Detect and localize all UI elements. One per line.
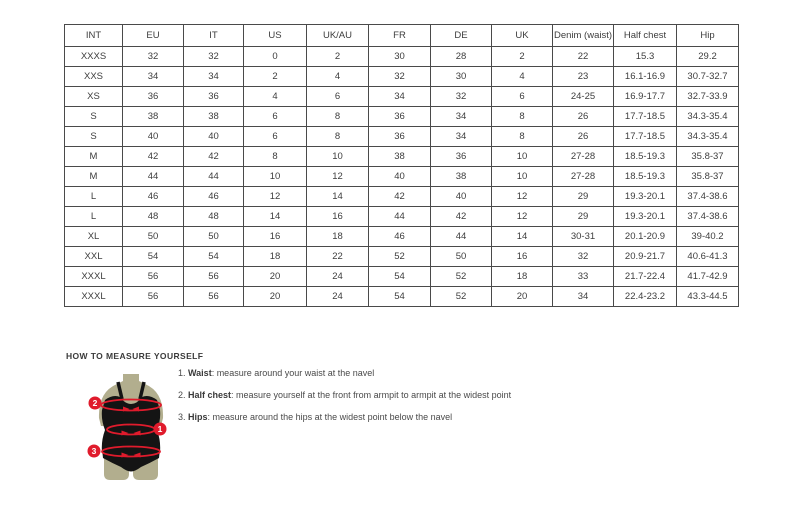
- measure-instruction-list: [178, 369, 511, 435]
- table-cell: 24: [307, 267, 369, 287]
- table-cell: 15.3: [614, 47, 677, 67]
- table-cell: 18.5-19.3: [614, 147, 677, 167]
- column-header: IT: [184, 25, 244, 47]
- column-header: Half chest: [614, 25, 677, 47]
- instruction-term: Waist: [188, 368, 212, 378]
- table-cell: 29: [553, 207, 614, 227]
- table-cell: 12: [307, 167, 369, 187]
- table-cell: 38: [431, 167, 492, 187]
- table-cell: 2: [307, 47, 369, 67]
- table-cell: 38: [184, 107, 244, 127]
- table-cell: 35.8-37: [677, 147, 739, 167]
- column-header: Denim (waist): [553, 25, 614, 47]
- table-cell: XS: [65, 87, 123, 107]
- table-cell: 18: [492, 267, 553, 287]
- table-cell: 38: [123, 107, 184, 127]
- table-cell: 54: [369, 287, 431, 307]
- table-cell: 6: [492, 87, 553, 107]
- measurement-figure: [75, 372, 195, 504]
- table-cell: 17.7-18.5: [614, 127, 677, 147]
- table-cell: 42: [123, 147, 184, 167]
- table-cell: 40: [123, 127, 184, 147]
- table-cell: 22: [553, 47, 614, 67]
- table-cell: 20: [244, 267, 307, 287]
- table-cell: 36: [369, 127, 431, 147]
- badge-2-number: 2: [92, 398, 98, 408]
- table-row: [65, 247, 739, 267]
- table-cell: 21.7-22.4: [614, 267, 677, 287]
- table-cell: S: [65, 107, 123, 127]
- table-cell: 44: [123, 167, 184, 187]
- table-cell: 44: [369, 207, 431, 227]
- table-cell: L: [65, 207, 123, 227]
- table-cell: 36: [123, 87, 184, 107]
- table-cell: 27-28: [553, 147, 614, 167]
- instruction-number: 1.: [178, 368, 189, 378]
- table-cell: 44: [431, 227, 492, 247]
- table-cell: 10: [307, 147, 369, 167]
- table-cell: 20.9-21.7: [614, 247, 677, 267]
- table-cell: 32: [369, 67, 431, 87]
- table-cell: 8: [307, 107, 369, 127]
- table-cell: 27-28: [553, 167, 614, 187]
- table-cell: 42: [431, 207, 492, 227]
- table-cell: 17.7-18.5: [614, 107, 677, 127]
- instruction-item: [178, 391, 511, 400]
- table-cell: 54: [184, 247, 244, 267]
- table-cell: 46: [184, 187, 244, 207]
- table-cell: 50: [184, 227, 244, 247]
- table-cell: 6: [244, 127, 307, 147]
- table-cell: 34: [431, 127, 492, 147]
- table-cell: 16.9-17.7: [614, 87, 677, 107]
- table-cell: 8: [492, 107, 553, 127]
- table-cell: 10: [244, 167, 307, 187]
- table-cell: 18: [307, 227, 369, 247]
- table-cell: 32: [184, 47, 244, 67]
- table-cell: 14: [492, 227, 553, 247]
- table-cell: 10: [492, 147, 553, 167]
- table-cell: 41.7-42.9: [677, 267, 739, 287]
- table-cell: S: [65, 127, 123, 147]
- table-cell: 38: [369, 147, 431, 167]
- instruction-text: : measure yourself at the front from armpit to armpit at the widest point: [231, 390, 512, 400]
- table-cell: 46: [369, 227, 431, 247]
- table-cell: 20: [492, 287, 553, 307]
- table-cell: 56: [123, 287, 184, 307]
- table-cell: 19.3-20.1: [614, 187, 677, 207]
- table-cell: 52: [431, 287, 492, 307]
- column-header: EU: [123, 25, 184, 47]
- column-header: US: [244, 25, 307, 47]
- table-cell: 18.5-19.3: [614, 167, 677, 187]
- table-row: [65, 67, 739, 87]
- table-cell: 36: [369, 107, 431, 127]
- table-row: [65, 207, 739, 227]
- table-cell: 40: [184, 127, 244, 147]
- table-cell: 34: [553, 287, 614, 307]
- table-cell: 4: [244, 87, 307, 107]
- table-cell: 32.7-33.9: [677, 87, 739, 107]
- table-cell: 30: [431, 67, 492, 87]
- table-cell: 12: [244, 187, 307, 207]
- table-row: [65, 167, 739, 187]
- table-row: [65, 127, 739, 147]
- table-cell: 12: [492, 187, 553, 207]
- table-cell: 26: [553, 107, 614, 127]
- table-cell: 22.4-23.2: [614, 287, 677, 307]
- table-cell: 12: [492, 207, 553, 227]
- table-cell: 34.3-35.4: [677, 127, 739, 147]
- instruction-number: 3.: [178, 412, 189, 422]
- table-cell: 44: [184, 167, 244, 187]
- table-cell: 46: [123, 187, 184, 207]
- table-cell: 2: [492, 47, 553, 67]
- column-header: UK: [492, 25, 553, 47]
- column-header: FR: [369, 25, 431, 47]
- table-cell: 34: [123, 67, 184, 87]
- badge-1-number: 1: [157, 424, 163, 434]
- table-cell: 6: [307, 87, 369, 107]
- table-cell: 20.1-20.9: [614, 227, 677, 247]
- badge-3-number: 3: [91, 446, 97, 456]
- table-cell: XL: [65, 227, 123, 247]
- table-cell: 14: [307, 187, 369, 207]
- table-cell: XXS: [65, 67, 123, 87]
- table-cell: 8: [244, 147, 307, 167]
- size-chart-table: [64, 24, 739, 307]
- table-cell: 26: [553, 127, 614, 147]
- column-header: UK/AU: [307, 25, 369, 47]
- table-cell: 39-40.2: [677, 227, 739, 247]
- table-cell: 14: [244, 207, 307, 227]
- table-row: [65, 47, 739, 67]
- table-cell: 56: [184, 267, 244, 287]
- table-cell: 50: [431, 247, 492, 267]
- table-cell: 20: [244, 287, 307, 307]
- table-header-row: [65, 25, 739, 47]
- table-cell: 22: [307, 247, 369, 267]
- table-cell: XXXL: [65, 267, 123, 287]
- table-cell: XXXS: [65, 47, 123, 67]
- measure-section-heading: HOW TO MEASURE YOURSELF: [66, 351, 204, 361]
- table-cell: 2: [244, 67, 307, 87]
- table-cell: 16: [492, 247, 553, 267]
- table-cell: 30-31: [553, 227, 614, 247]
- table-row: [65, 287, 739, 307]
- table-cell: 4: [492, 67, 553, 87]
- table-cell: 0: [244, 47, 307, 67]
- table-cell: 43.3-44.5: [677, 287, 739, 307]
- table-cell: 19.3-20.1: [614, 207, 677, 227]
- table-row: [65, 187, 739, 207]
- table-cell: 40.6-41.3: [677, 247, 739, 267]
- table-cell: 30.7-32.7: [677, 67, 739, 87]
- table-cell: 50: [123, 227, 184, 247]
- table-cell: 29.2: [677, 47, 739, 67]
- table-cell: 34.3-35.4: [677, 107, 739, 127]
- column-header: DE: [431, 25, 492, 47]
- table-cell: 30: [369, 47, 431, 67]
- table-row: [65, 87, 739, 107]
- table-row: [65, 107, 739, 127]
- table-cell: 32: [553, 247, 614, 267]
- table-cell: 16.1-16.9: [614, 67, 677, 87]
- table-cell: 42: [184, 147, 244, 167]
- table-cell: 24: [307, 287, 369, 307]
- table-row: [65, 227, 739, 247]
- table-cell: XXXL: [65, 287, 123, 307]
- instruction-term: Hips: [188, 412, 208, 422]
- table-cell: 23: [553, 67, 614, 87]
- table-cell: XXL: [65, 247, 123, 267]
- table-row: [65, 147, 739, 167]
- instruction-item: [178, 369, 511, 378]
- table-cell: 36: [184, 87, 244, 107]
- table-cell: 10: [492, 167, 553, 187]
- table-cell: 8: [492, 127, 553, 147]
- table-cell: 48: [184, 207, 244, 227]
- table-cell: 34: [184, 67, 244, 87]
- column-header: INT: [65, 25, 123, 47]
- instruction-term: Half chest: [188, 390, 232, 400]
- table-cell: 16: [307, 207, 369, 227]
- column-header: Hip: [677, 25, 739, 47]
- table-cell: 48: [123, 207, 184, 227]
- instruction-text: : measure around the hips at the widest point below the navel: [207, 412, 453, 422]
- table-row: [65, 267, 739, 287]
- table-cell: 16: [244, 227, 307, 247]
- table-cell: 37.4-38.6: [677, 187, 739, 207]
- table-cell: 8: [307, 127, 369, 147]
- table-cell: 28: [431, 47, 492, 67]
- table-cell: L: [65, 187, 123, 207]
- table-cell: 36: [431, 147, 492, 167]
- table-cell: 29: [553, 187, 614, 207]
- table-cell: 42: [369, 187, 431, 207]
- table-cell: 40: [369, 167, 431, 187]
- table-cell: 32: [431, 87, 492, 107]
- table-cell: 54: [123, 247, 184, 267]
- table-cell: 37.4-38.6: [677, 207, 739, 227]
- table-cell: 24-25: [553, 87, 614, 107]
- table-cell: 52: [369, 247, 431, 267]
- table-cell: 32: [123, 47, 184, 67]
- table-cell: 34: [369, 87, 431, 107]
- table-cell: 34: [431, 107, 492, 127]
- instruction-item: [178, 413, 511, 422]
- table-cell: M: [65, 147, 123, 167]
- table-cell: 35.8-37: [677, 167, 739, 187]
- table-cell: 6: [244, 107, 307, 127]
- table-cell: 52: [431, 267, 492, 287]
- table-cell: M: [65, 167, 123, 187]
- table-cell: 40: [431, 187, 492, 207]
- table-cell: 18: [244, 247, 307, 267]
- mannequin-illustration: [75, 372, 195, 504]
- table-cell: 56: [184, 287, 244, 307]
- table-cell: 4: [307, 67, 369, 87]
- table-cell: 54: [369, 267, 431, 287]
- instruction-text: : measure around your waist at the navel: [211, 368, 375, 378]
- instruction-number: 2.: [178, 390, 189, 400]
- table-cell: 33: [553, 267, 614, 287]
- table-cell: 56: [123, 267, 184, 287]
